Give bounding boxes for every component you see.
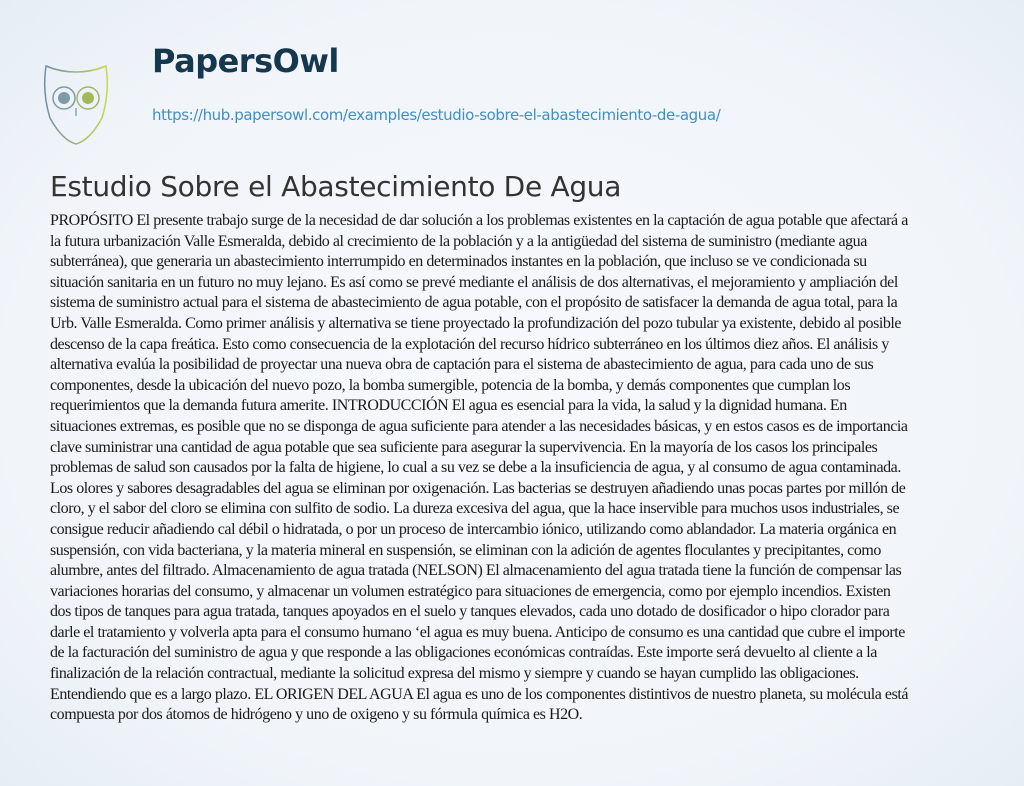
body-text-line: componentes, desde la ubicación del nuevo pozo, la bomba sumergible, potencia de la bomba, y demás componentes que cumplan los xyxy=(50,376,851,394)
body-text-line: alumbre, antes del filtrado. Almacenamiento de agua tratada (NELSON) El almacenamiento del agua tratada tiene la función de compensar las xyxy=(50,562,902,580)
body-text-line: clave suministrar una cantidad de agua potable que sea suficiente para asegurar la supervivencia. En la mayoría de los casos los principales xyxy=(50,438,878,456)
brand-name[interactable]: PapersOwl xyxy=(152,42,339,80)
body-text-line: requerimientos que la demanda futura amerite. INTRODUCCIÓN El agua es esencial para la vida, la salud y la dignidad humana. En xyxy=(50,397,847,415)
body-text-line: Entendiendo que es a largo plazo. EL ORIGEN DEL AGUA El agua es uno de los componentes distintivos de nuestro planeta, su molécula está xyxy=(50,685,909,703)
body-text-line: consigue reducir añadiendo cal débil o hidratada, o por un proceso de intercambio iónico, utilizando como ablandador. La materia orgánica en xyxy=(50,520,897,538)
body-text-line: Urb. Valle Esmeralda. Como primer análisis y alternativa se tiene proyectado la profundización del pozo tubular ya existente, debido al posible xyxy=(50,314,902,332)
body-text-line: la futura urbanización Valle Esmeralda, debido al crecimiento de la población y a la antigüedad del sistema de suministro (mediante agua xyxy=(50,232,867,250)
body-text-line: subterránea), que generaria un abastecimiento interrumpido en determinados instantes en la población, que incluso se ve condicionada su xyxy=(50,253,867,271)
body-text-line: PROPÓSITO El presente trabajo surge de la necesidad de dar solución a los problemas existentes en la captación de agua potable que afectará a xyxy=(50,212,908,229)
body-text-line: Los olores y sabores desagradables del agua se eliminan por oxigenación. Las bacterias se destruyen añadiendo unas pocas partes por millón de xyxy=(50,479,906,497)
body-text-line: suspensión, con vida bacteriana, y la materia mineral en suspensión, se eliminan con la adición de agentes floculantes y precipitantes, como xyxy=(50,541,881,559)
source-url-link[interactable]: https://hub.papersowl.com/examples/estudio-sobre-el-abastecimiento-de-agua/ xyxy=(152,106,721,124)
document-title: Estudio Sobre el Abastecimiento De Agua xyxy=(50,170,622,203)
body-text-line: problemas de salud son causados por la falta de higiene, lo cual a su vez se debe a la insuficiencia de agua, y al consumo de agua contaminada. xyxy=(50,459,901,477)
body-text-line: variaciones horarias del consumo, y almacenar un volumen estratégico para situaciones de emergencia, como por ejemplo incendios. Existen xyxy=(50,582,891,600)
body-text-line: compuesta por dos átomos de hidrógeno y uno de oxigeno y su fórmula química es H2O. xyxy=(50,706,583,724)
body-text-line: cloro, y el sabor del cloro se elimina con sulfito de sodio. La dureza excesiva del agua, que la hace inservible para muchos usos industriales, se xyxy=(50,500,900,518)
body-text-line: situación sanitaria en un futuro no muy lejano. Es así como se prevé mediante el análisis de dos alternativas, el mejoramiento y ampliación del xyxy=(50,273,898,291)
document-body xyxy=(50,211,1010,726)
body-text-line: finalización de la relación contractual, mediante la solicitud expresa del mismo y siempre y cuando se hayan cumplido las obligaciones. xyxy=(50,665,859,683)
body-text-line: darle el tratamiento y volverla apta para el consumo humano ‘el agua es muy buena. Anticipo de consumo es una cantidad que cubre el importe xyxy=(50,623,905,641)
body-text-line: de la facturación del suministro de agua y que responde a las obligaciones económicas contraídas. Este importe será devuelto al cliente a la xyxy=(50,644,877,662)
body-text-line: sistema de suministro actual para el sistema de abastecimiento de agua potable, con el propósito de satisfacer la demanda de agua total, para la xyxy=(50,294,898,312)
body-text-line: dos tipos de tanques para agua tratada, tanques apoyados en el suelo y tanques elevados, cada uno dotado de dosificador o hipo clorador para xyxy=(50,603,890,621)
body-text-line: descenso de la capa freática. Esto como consecuencia de la explotación del recurso hídrico subterráneo en los últimos diez años. El análisis y xyxy=(50,335,889,353)
body-text-line: alternativa evalúa la posibilidad de proyectar una nueva obra de captación para el sistema de abastecimiento de agua, para cada uno de sus xyxy=(50,356,874,374)
body-text-line: situaciones extremas, es posible que no se disponga de agua suficiente para atender a las necesidades básicas, y en estos casos es de importancia xyxy=(50,417,908,435)
owl-logo-icon xyxy=(40,62,112,146)
